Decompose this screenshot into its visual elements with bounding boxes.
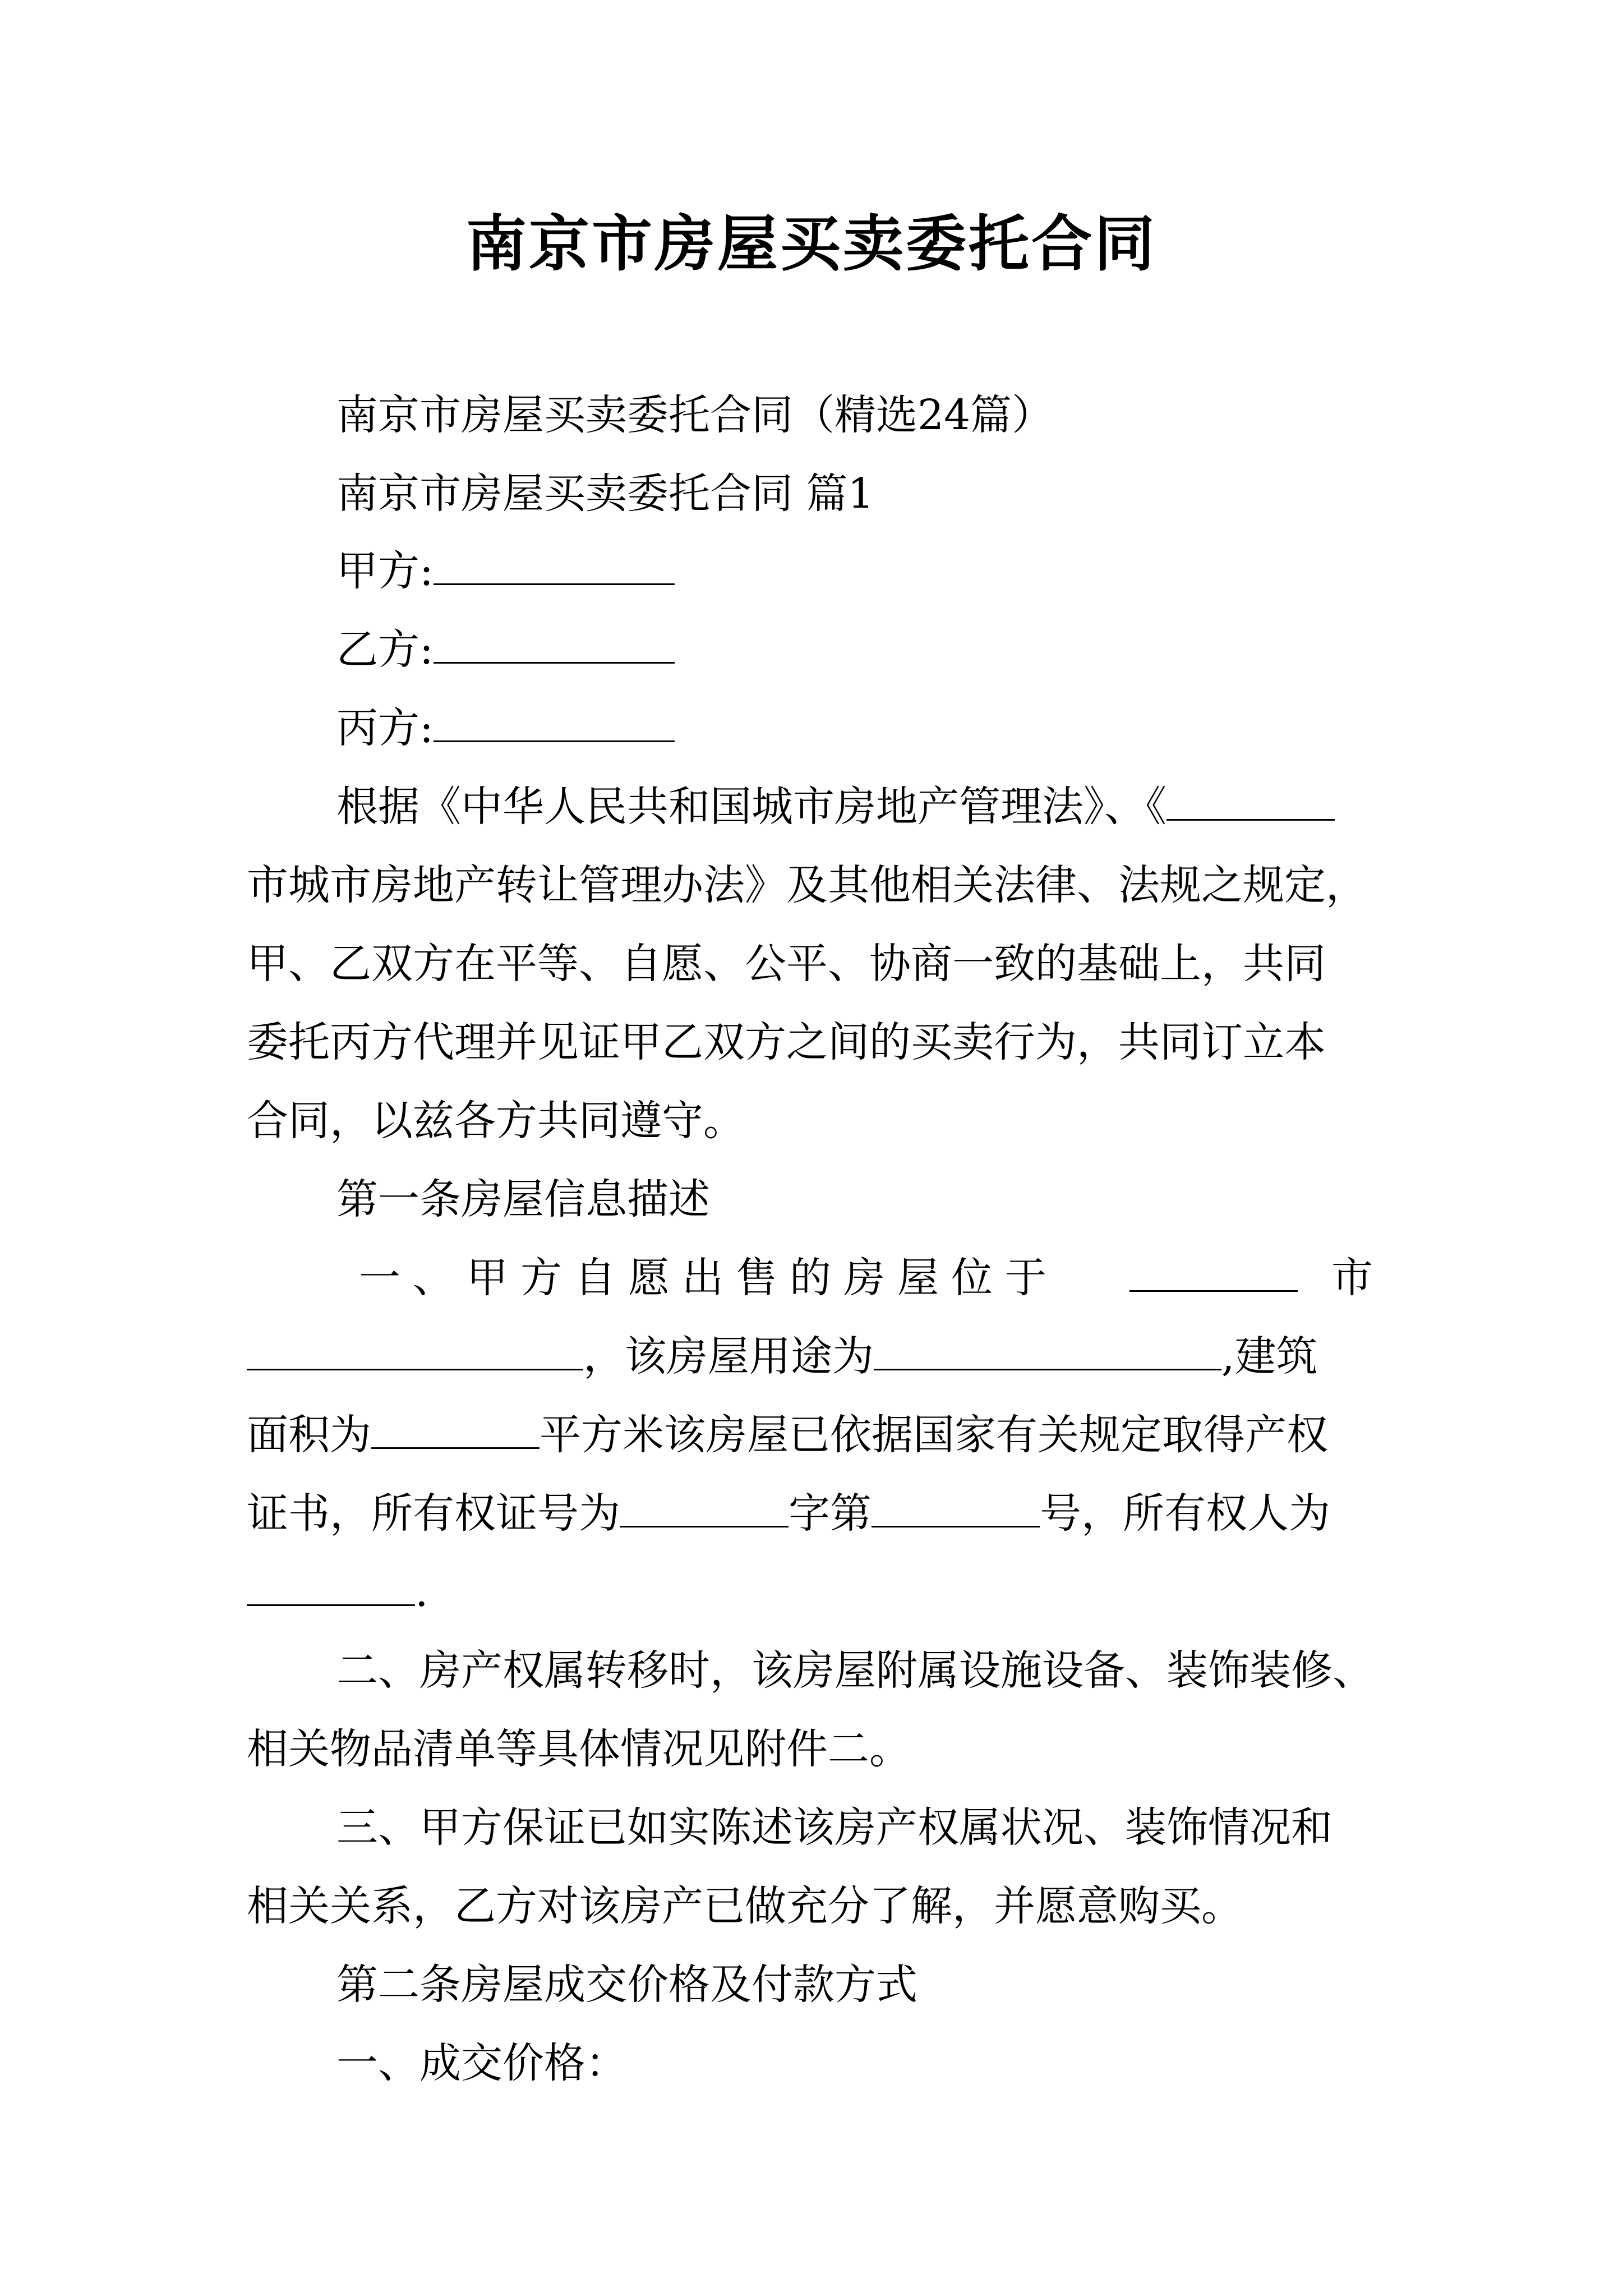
section-2-item-1: 一、成交价格： — [336, 2039, 627, 2087]
cert-number-blank[interactable] — [872, 1487, 1040, 1527]
party-a-blank[interactable] — [434, 544, 675, 585]
paragraph-1-line-4: 委托丙方代理并见证甲乙双方之间的买卖行为，共同订立本 — [247, 1018, 1326, 1066]
location-address-blank[interactable] — [247, 1329, 583, 1370]
section-1-item-3-line-2: 相关关系，乙方对该房产已做充分了解，并愿意购买。 — [247, 1882, 1243, 1930]
owner-blank[interactable] — [247, 1565, 415, 1606]
document-title: 南京市房屋买卖委托合同 — [465, 209, 1157, 279]
party-a-line — [336, 543, 1385, 599]
section-1-item-1-line-4 — [247, 1485, 1385, 1542]
party-b-label: 乙方: — [336, 625, 434, 674]
party-c-blank[interactable] — [434, 701, 675, 742]
section-1-item-1-line-3 — [247, 1407, 1385, 1463]
item-1-usage-label: ，该房屋用途为 — [583, 1332, 874, 1381]
party-b-blank[interactable] — [434, 623, 675, 664]
section-2-heading: 第二条房屋成交价格及付款方式 — [336, 1961, 917, 2009]
party-c-label: 丙方: — [336, 704, 434, 752]
cert-word-blank[interactable] — [620, 1487, 789, 1527]
section-1-item-1-line-1 — [359, 1250, 1385, 1306]
area-blank[interactable] — [371, 1408, 540, 1449]
party-b-line — [336, 622, 1385, 678]
item-1-certificate-text: 平方米该房屋已依据国家有关规定取得产权 — [540, 1411, 1328, 1459]
city-blank[interactable] — [1166, 780, 1335, 821]
item-1-owner-label: 号，所有权人为 — [1040, 1489, 1330, 1538]
item-1-end-period: . — [415, 1568, 428, 1616]
location-city-blank[interactable] — [1129, 1251, 1298, 1292]
usage-blank[interactable] — [874, 1329, 1221, 1370]
subtitle-line: 南京市房屋买卖委托合同（精选24篇） — [336, 391, 1054, 439]
section-1-item-1-line-2 — [247, 1328, 1385, 1384]
paragraph-1-text-a: 根据《中华人民共和国城市房地产管理法》、《 — [336, 783, 1166, 831]
item-1-area-prefix: ,建筑 — [1221, 1332, 1318, 1381]
section-1-item-1-line-5 — [247, 1564, 1385, 1620]
section-1-heading: 第一条房屋信息描述 — [336, 1175, 710, 1223]
section-1-item-2-line-1: 二、房产权属转移时，该房屋附属设施设备、装饰装修、 — [336, 1646, 1374, 1695]
item-1-text-a: 一、甲方自愿出售的房屋位于 — [359, 1254, 1059, 1302]
section-1-item-3-line-1: 三、甲方保证已如实陈述该房产权属状况、装饰情况和 — [336, 1803, 1332, 1852]
chapter-heading: 南京市房屋买卖委托合同 篇1 — [336, 470, 874, 518]
item-1-city-suffix: 市 — [1331, 1254, 1385, 1302]
paragraph-1-line-1 — [336, 779, 1385, 835]
section-1-item-2-line-2: 相关物品清单等具体情况见附件二。 — [247, 1725, 911, 1773]
item-1-cert-mid: 字第 — [789, 1489, 872, 1538]
party-a-label: 甲方: — [336, 547, 434, 595]
paragraph-1-line-3: 甲、乙双方在平等、自愿、公平、协商一致的基础上，共同 — [247, 940, 1326, 988]
paragraph-1-line-5: 合同，以兹各方共同遵守。 — [247, 1097, 745, 1145]
paragraph-1-line-2: 市城市房地产转让管理办法》及其他相关法律、法规之规定， — [247, 861, 1367, 909]
party-c-line — [336, 700, 1385, 756]
item-1-area-label: 面积为 — [247, 1411, 371, 1459]
item-1-cert-label: 证书，所有权证号为 — [247, 1489, 620, 1538]
